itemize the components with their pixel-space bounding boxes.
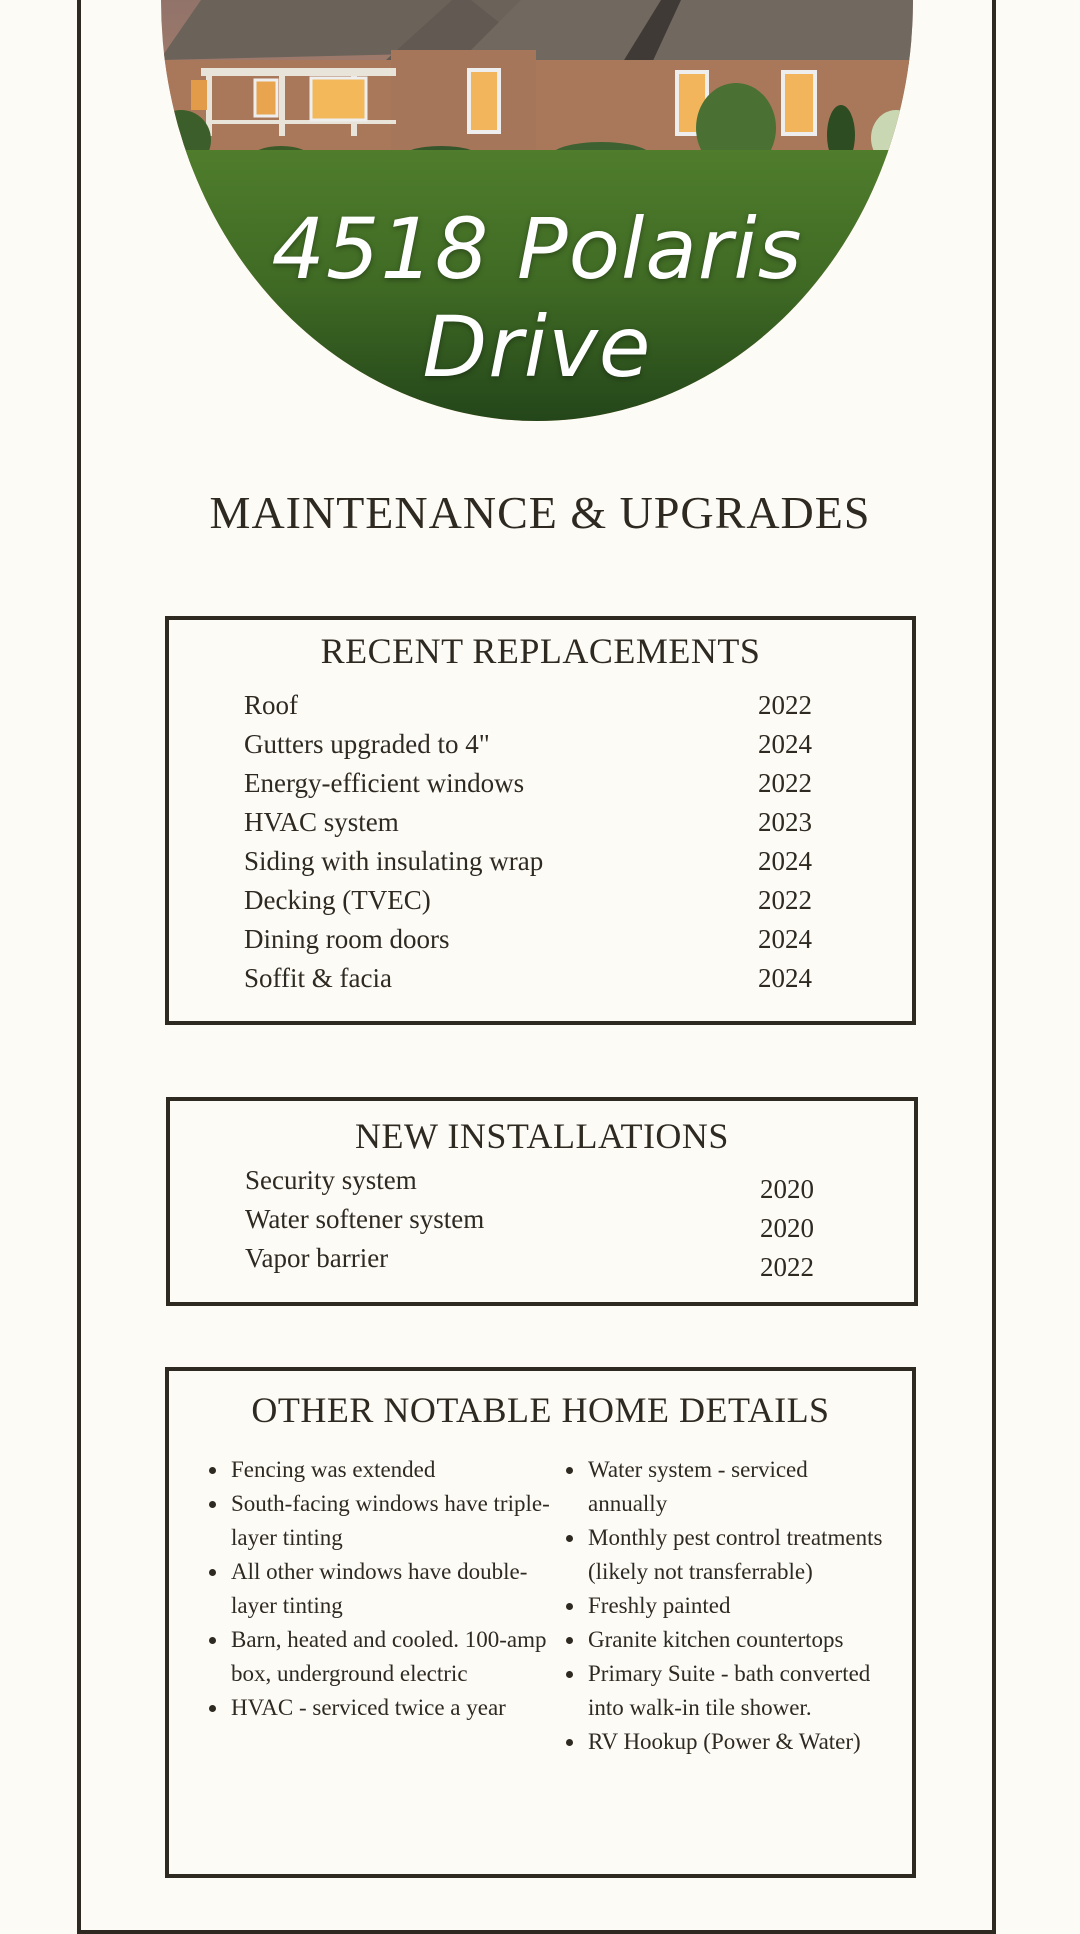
item-year: 2022 <box>758 885 812 915</box>
item-label: Soffit & facia <box>244 963 392 993</box>
list-item <box>244 768 812 807</box>
new-installations-title: NEW INSTALLATIONS <box>355 1116 729 1156</box>
list-item <box>245 1165 814 1204</box>
list-item: Water system - serviced annually <box>564 1453 884 1521</box>
recent-replacements-list <box>244 690 812 1002</box>
item-year: 2024 <box>758 729 812 759</box>
item-label: Roof <box>244 690 298 720</box>
item-year: 2024 <box>758 924 812 954</box>
item-label: Siding with insulating wrap <box>244 846 544 876</box>
item-year: 2020 <box>760 1174 814 1204</box>
hero-title: 4518 Polaris Drive <box>271 200 803 396</box>
list-item: RV Hookup (Power & Water) <box>564 1725 884 1759</box>
list-item: Fencing was extended <box>207 1453 564 1487</box>
other-details-title: OTHER NOTABLE HOME DETAILS <box>251 1390 830 1430</box>
list-item <box>245 1204 814 1243</box>
details-list-left <box>207 1453 564 1759</box>
item-year: 2022 <box>758 690 812 720</box>
other-details-box <box>165 1367 916 1878</box>
list-item <box>244 885 812 924</box>
list-item <box>245 1243 814 1282</box>
item-label: HVAC system <box>244 807 399 837</box>
list-item <box>244 807 812 846</box>
list-item <box>244 963 812 1002</box>
recent-replacements-title: RECENT REPLACEMENTS <box>320 631 761 671</box>
list-item: Barn, heated and cooled. 100-amp box, underground electric <box>207 1623 564 1691</box>
item-label: Water softener system <box>245 1204 485 1234</box>
item-label: Dining room doors <box>244 924 450 954</box>
list-item: Primary Suite - bath converted into walk-in tile shower. <box>564 1657 884 1725</box>
list-item: Granite kitchen countertops <box>564 1623 884 1657</box>
item-label: Vapor barrier <box>245 1243 389 1273</box>
item-year: 2022 <box>758 768 812 798</box>
list-item <box>244 729 812 768</box>
recent-replacements-box <box>165 616 916 1025</box>
list-item: Monthly pest control treatments (likely not transferrable) <box>564 1521 884 1589</box>
new-installations-list <box>245 1165 814 1282</box>
item-year: 2020 <box>760 1213 814 1243</box>
item-label: Gutters upgraded to 4" <box>244 729 490 759</box>
item-label: Security system <box>245 1165 417 1195</box>
details-list-right <box>564 1453 884 1759</box>
list-item: Freshly painted <box>564 1589 884 1623</box>
item-label: Decking (TVEC) <box>244 885 431 915</box>
list-item: South-facing windows have triple-layer tinting <box>207 1487 564 1555</box>
page-title: MAINTENANCE & UPGRADES <box>209 487 871 538</box>
list-item <box>244 846 812 885</box>
hero-house-photo <box>161 0 913 421</box>
list-item: HVAC - serviced twice a year <box>207 1691 564 1725</box>
item-year: 2024 <box>758 963 812 993</box>
item-year: 2022 <box>760 1252 814 1282</box>
list-item: All other windows have double-layer tinting <box>207 1555 564 1623</box>
other-details-columns <box>207 1453 892 1759</box>
item-year: 2023 <box>758 807 812 837</box>
list-item <box>244 690 812 729</box>
list-item <box>244 924 812 963</box>
item-label: Energy-efficient windows <box>244 768 525 798</box>
new-installations-box <box>166 1097 918 1306</box>
item-year: 2024 <box>758 846 812 876</box>
